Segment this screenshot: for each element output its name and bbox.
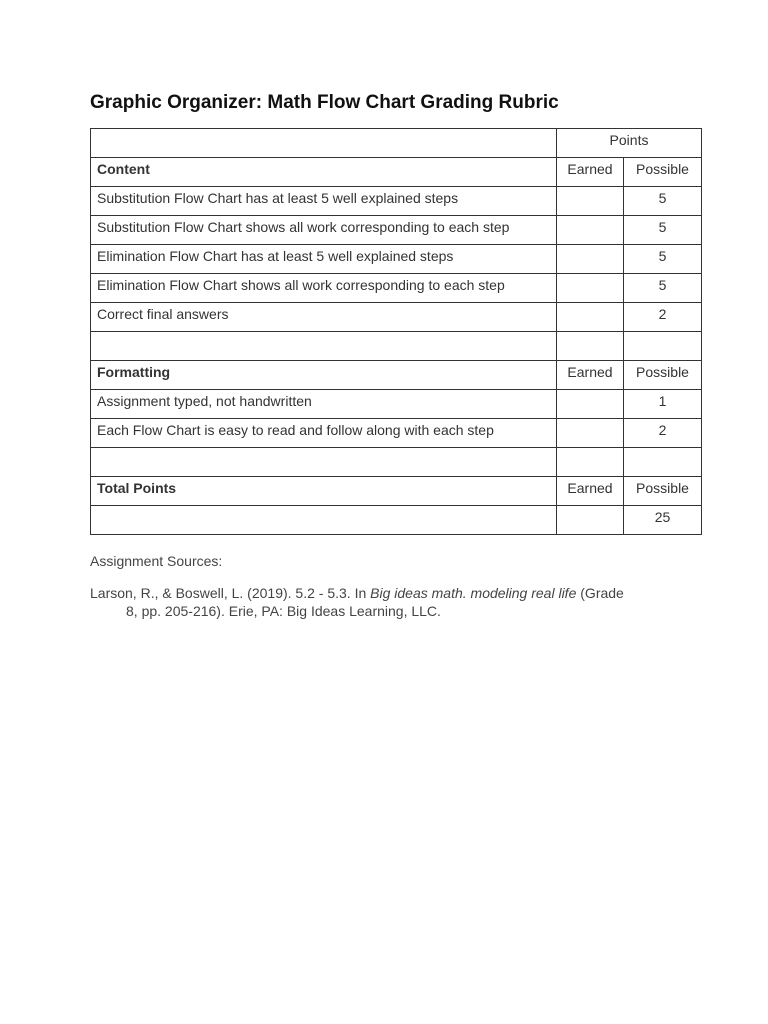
criterion-cell: Substitution Flow Chart has at least 5 well explained steps bbox=[91, 187, 557, 216]
empty-cell bbox=[624, 448, 702, 477]
possible-cell: 5 bbox=[624, 187, 702, 216]
table-row bbox=[91, 419, 702, 448]
earned-cell bbox=[557, 390, 624, 419]
possible-cell: 5 bbox=[624, 245, 702, 274]
spacer-row bbox=[91, 448, 702, 477]
criterion-cell: Assignment typed, not handwritten bbox=[91, 390, 557, 419]
grading-rubric-table bbox=[90, 128, 702, 535]
spacer-row bbox=[91, 332, 702, 361]
earned-cell bbox=[557, 187, 624, 216]
table-row bbox=[91, 187, 702, 216]
empty-cell bbox=[557, 448, 624, 477]
possible-cell: 2 bbox=[624, 303, 702, 332]
possible-cell: 5 bbox=[624, 274, 702, 303]
content-section-header-row bbox=[91, 158, 702, 187]
blank-header-cell bbox=[91, 129, 557, 158]
points-header: Points bbox=[557, 129, 702, 158]
criterion-cell: Substitution Flow Chart shows all work corresponding to each step bbox=[91, 216, 557, 245]
empty-cell bbox=[91, 332, 557, 361]
criterion-cell: Each Flow Chart is easy to read and follow along with each step bbox=[91, 419, 557, 448]
earned-cell bbox=[557, 274, 624, 303]
table-row bbox=[91, 216, 702, 245]
possible-column-label: Possible bbox=[624, 158, 702, 187]
earned-cell bbox=[557, 303, 624, 332]
source-citation bbox=[90, 584, 680, 620]
possible-cell: 2 bbox=[624, 419, 702, 448]
formatting-heading: Formatting bbox=[91, 361, 557, 390]
possible-cell: 5 bbox=[624, 216, 702, 245]
total-points-heading: Total Points bbox=[91, 477, 557, 506]
possible-column-label: Possible bbox=[624, 477, 702, 506]
earned-column-label: Earned bbox=[557, 477, 624, 506]
total-possible-cell: 25 bbox=[624, 506, 702, 535]
criterion-cell: Elimination Flow Chart has at least 5 well explained steps bbox=[91, 245, 557, 274]
citation-suffix: (Grade bbox=[576, 585, 624, 601]
possible-cell: 1 bbox=[624, 390, 702, 419]
criterion-cell: Correct final answers bbox=[91, 303, 557, 332]
table-row bbox=[91, 303, 702, 332]
document-title: Graphic Organizer: Math Flow Chart Grading Rubric bbox=[90, 92, 559, 113]
citation-line-2: 8, pp. 205-216). Erie, PA: Big Ideas Learning, LLC. bbox=[126, 603, 441, 619]
earned-column-label: Earned bbox=[557, 158, 624, 187]
table-row bbox=[91, 274, 702, 303]
earned-column-label: Earned bbox=[557, 361, 624, 390]
earned-cell bbox=[557, 419, 624, 448]
empty-cell bbox=[91, 448, 557, 477]
citation-prefix: Larson, R., & Boswell, L. (2019). 5.2 - 5.3. In bbox=[90, 585, 371, 601]
content-heading: Content bbox=[91, 158, 557, 187]
earned-cell bbox=[557, 245, 624, 274]
citation-book-title: Big ideas math. modeling real life bbox=[370, 585, 577, 601]
empty-cell bbox=[91, 506, 557, 535]
possible-column-label: Possible bbox=[624, 361, 702, 390]
table-row bbox=[91, 390, 702, 419]
total-section-header-row bbox=[91, 477, 702, 506]
points-header-row bbox=[91, 129, 702, 158]
empty-cell bbox=[557, 332, 624, 361]
total-row bbox=[91, 506, 702, 535]
sources-heading: Assignment Sources: bbox=[90, 553, 223, 569]
earned-cell bbox=[557, 216, 624, 245]
formatting-section-header-row bbox=[91, 361, 702, 390]
total-earned-cell bbox=[557, 506, 624, 535]
empty-cell bbox=[624, 332, 702, 361]
table-row bbox=[91, 245, 702, 274]
criterion-cell: Elimination Flow Chart shows all work corresponding to each step bbox=[91, 274, 557, 303]
